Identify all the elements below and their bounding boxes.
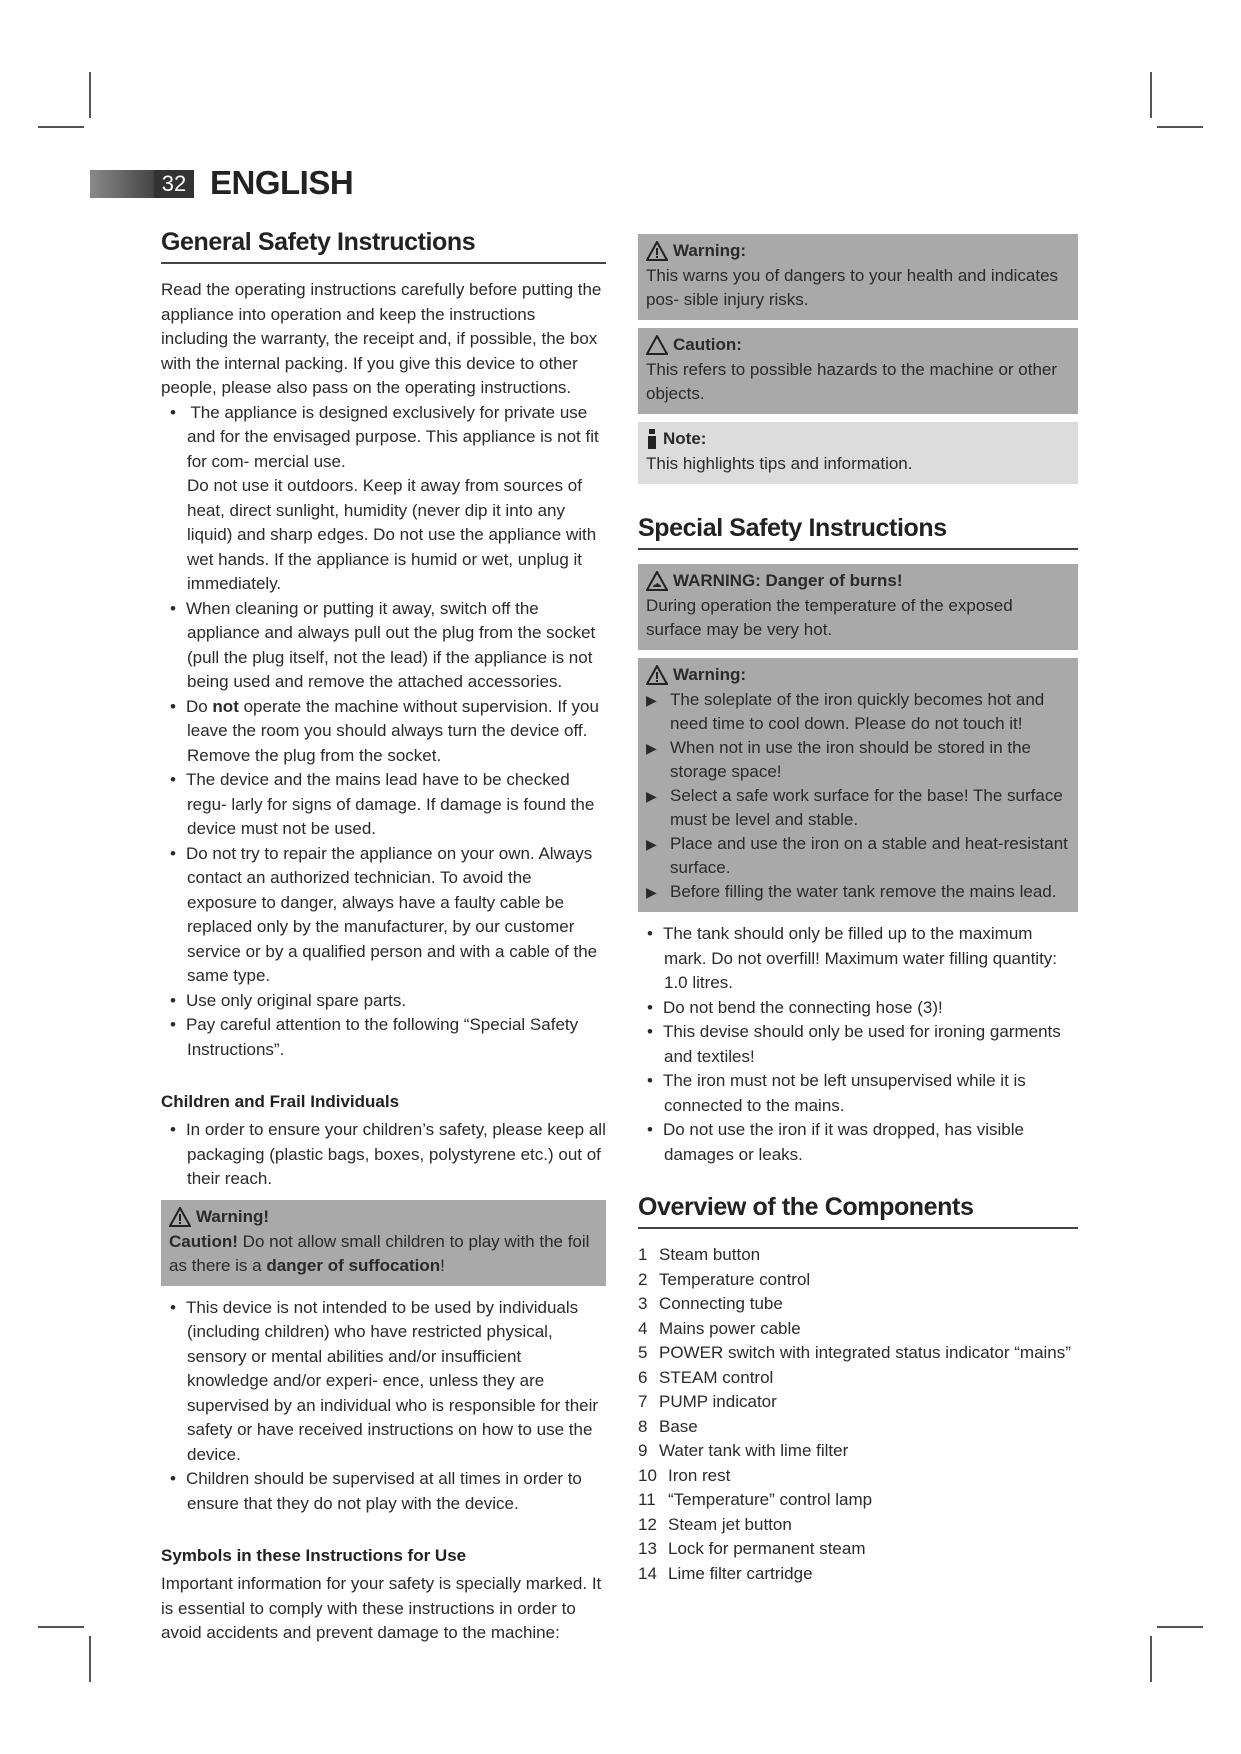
- language-title: ENGLISH: [210, 164, 354, 201]
- arrow-icon: ▶: [646, 740, 657, 756]
- list-item: • Children should be supervised at all times in order to ensure that they do not play with the device.: [161, 1467, 606, 1516]
- list-item: • Do not bend the connecting hose (3)!: [638, 996, 1078, 1021]
- list-item: • The iron must not be left unsupervised while it is connected to the mains.: [638, 1069, 1078, 1118]
- list-item: 6 STEAM control: [638, 1367, 774, 1387]
- list-item: ▶ Place and use the iron on a stable and heat-resistant surface.: [646, 834, 1068, 877]
- list-item: • Do not operate the machine without supervision. If you leave the room you should always turn the device off. Remove the plug from the socket.: [161, 695, 606, 769]
- crop-mark: [89, 72, 91, 118]
- info-icon: [646, 429, 658, 449]
- list-item: 13 Lock for permanent steam: [638, 1539, 866, 1558]
- children-title: Children and Frail Individuals: [161, 1092, 400, 1111]
- left-column: [161, 228, 606, 1646]
- list-item: 5 POWER switch with integrated status indicator “mains”: [638, 1343, 1071, 1362]
- caution-legend-box: Caution: This refers to possible hazards to the machine or other objects.: [638, 328, 1078, 414]
- suffocation-warning-box: Warning! Caution! Do not allow small children to play with the foil as there is a danger of suffocation!: [161, 1200, 606, 1286]
- list-item: • Do not try to repair the appliance on your own. Always contact an authorized technician. To avoid the exposure to danger, always have a faulty cable be replaced only by the manufacturer, by our customer service or by a qualified person and with a cable of the same type.: [161, 842, 606, 989]
- iron-warning-box: Warning: ▶ The soleplate of the iron quickly becomes hot and need time to cool down. Please do not touch it! ▶ When not in use the iron should be stored in the storage space! ▶ Select a safe work surface for the base! The surface must be level and stable. ▶ Place and use the iron on a stable and heat-resistant surface. ▶ Before filling the water tank remove the mains lead.: [638, 658, 1078, 912]
- symbols-title: Symbols in these Instructions for Use: [161, 1546, 467, 1565]
- list-item: • This device is not intended to be used by individuals (including children) who have restricted physical, sensory or mental abilities and/or insufficient knowledge and/or experi- ence, unless they are supervised by an individual who is responsible for their safety or have received instructions on how to use the device.: [161, 1296, 606, 1468]
- crop-mark: [1150, 72, 1152, 118]
- general-bullets: [161, 401, 606, 1063]
- warning-triangle-icon: [646, 665, 668, 685]
- arrow-icon: ▶: [646, 836, 657, 852]
- children-bullets: [161, 1118, 606, 1192]
- list-item: 8 Base: [638, 1416, 698, 1436]
- list-item: ▶ Select a safe work surface for the base! The surface must be level and stable.: [646, 786, 1063, 829]
- hot-surface-icon: [646, 571, 668, 591]
- arrow-icon: ▶: [646, 692, 657, 708]
- crop-mark: [38, 1626, 84, 1628]
- burns-warning-box: WARNING: Danger of burns! During operation the temperature of the exposed surface may be very hot.: [638, 564, 1078, 650]
- page-header: [90, 166, 490, 200]
- list-item: 11 “Temperature” control lamp: [638, 1490, 873, 1509]
- list-item: • The tank should only be filled up to the maximum mark. Do not overfill! Maximum water filling quantity: 1.0 litres.: [638, 922, 1078, 996]
- list-item: • Do not use the iron if it was dropped, has visible damages or leaks.: [638, 1118, 1078, 1167]
- crop-mark: [38, 126, 84, 128]
- list-item: ▶ Before filling the water tank remove the mains lead.: [646, 880, 1070, 904]
- list-item: • The device and the mains lead have to be checked regu- larly for signs of damage. If damage is found the device must not be used.: [161, 768, 606, 842]
- special-bullets: [638, 922, 1078, 1167]
- note-legend-box: Note: This highlights tips and information.: [638, 422, 1078, 484]
- warning-triangle-icon: [646, 241, 668, 261]
- header-bar: [90, 170, 154, 198]
- right-column: [638, 234, 1078, 1586]
- list-item: 4 Mains power cable: [638, 1318, 801, 1338]
- list-item: • This devise should only be used for ironing garments and textiles!: [638, 1020, 1078, 1069]
- arrow-icon: ▶: [646, 884, 657, 900]
- special-safety-title: Special Safety Instructions: [638, 514, 1078, 550]
- list-item: • Use only original spare parts.: [161, 989, 606, 1014]
- list-item: 2 Temperature control: [638, 1269, 811, 1289]
- children-bullets-2: [161, 1296, 606, 1517]
- list-item: • The appliance is designed exclusively for private use and for the envisaged purpose. This appliance is not fit for com- mercial use. Do not use it outdoors. Keep it away from sources of heat, direct sunlight, humidity (never dip it into any liquid) and sharp edges. Do not use the appliance with wet hands. If the appliance is humid or wet, unplug it immediately.: [161, 401, 606, 597]
- crop-mark: [1157, 126, 1203, 128]
- list-item: 9 Water tank with lime filter: [638, 1441, 849, 1460]
- warning-legend-box: Warning: This warns you of dangers to your health and indicates pos- sible injury risks.: [638, 234, 1078, 320]
- components-list: [638, 1243, 1078, 1586]
- page-number: 32: [154, 170, 194, 198]
- crop-mark: [1157, 1626, 1203, 1628]
- components-title: Overview of the Components: [638, 1193, 1078, 1229]
- list-item: ▶ The soleplate of the iron quickly becomes hot and need time to cool down. Please do not touch it!: [646, 690, 1045, 733]
- list-item: 7 PUMP indicator: [638, 1392, 777, 1411]
- list-item: • Pay careful attention to the following “Special Safety Instructions”.: [161, 1013, 606, 1062]
- list-item: • When cleaning or putting it away, switch off the appliance and always pull out the plug from the socket (pull the plug itself, not the lead) if the appliance is not being used and remove the attached accessories.: [161, 597, 606, 695]
- crop-mark: [89, 1636, 91, 1682]
- list-item: 1 Steam button: [638, 1245, 761, 1264]
- list-item: 10 Iron rest: [638, 1465, 731, 1485]
- general-intro: Read the operating instructions carefully before putting the appliance into operation and keep the instructions including the warranty, the receipt and, if possible, the box with the internal packing. If you give this device to other people, please also pass on the operating instructions.: [161, 280, 602, 397]
- arrow-icon: ▶: [646, 788, 657, 804]
- crop-mark: [1150, 1636, 1152, 1682]
- list-item: 3 Connecting tube: [638, 1294, 783, 1313]
- warning-triangle-icon: [169, 1207, 191, 1227]
- list-item: 14 Lime filter cartridge: [638, 1563, 813, 1583]
- caution-triangle-icon: [646, 335, 668, 355]
- general-safety-title: General Safety Instructions: [161, 228, 606, 264]
- symbols-text: Important information for your safety is specially marked. It is essential to comply with these instructions in order to avoid accidents and prevent damage to the machine:: [161, 1574, 602, 1642]
- list-item: 12 Steam jet button: [638, 1514, 792, 1534]
- list-item: • In order to ensure your children’s safety, please keep all packaging (plastic bags, boxes, polystyrene etc.) out of their reach.: [161, 1118, 606, 1192]
- list-item: ▶ When not in use the iron should be stored in the storage space!: [646, 738, 1032, 781]
